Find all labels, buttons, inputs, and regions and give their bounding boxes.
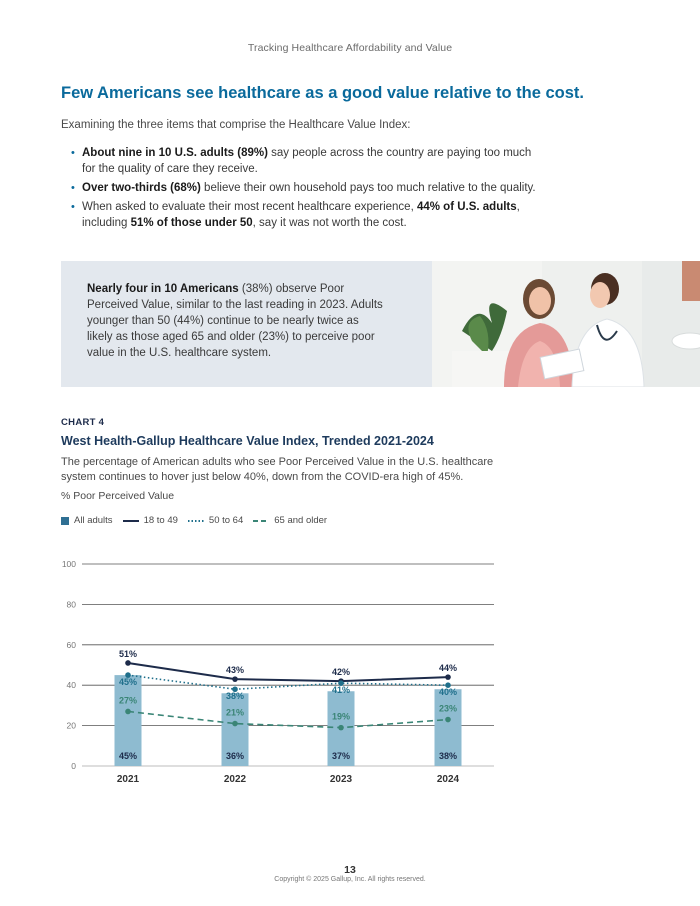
finding-item: • About nine in 10 U.S. adults (89%) say people across the country are paying too much for the quality of care they receive. bbox=[71, 145, 541, 177]
data-point bbox=[338, 725, 344, 731]
data-point bbox=[125, 660, 131, 666]
legend-item-18-to-49: 18 to 49 bbox=[123, 515, 178, 526]
bar-label: 38% bbox=[438, 751, 458, 761]
point-label: 41% bbox=[331, 685, 351, 696]
finding-item: • Over two-thirds (68%) believe their own household pays too much relative to the quality. bbox=[71, 180, 541, 196]
point-label: 42% bbox=[331, 667, 351, 678]
bar-label: 37% bbox=[331, 751, 351, 761]
data-point bbox=[445, 717, 451, 723]
point-label: 45% bbox=[118, 677, 138, 688]
point-label: 51% bbox=[118, 648, 138, 659]
series-line bbox=[128, 675, 448, 689]
bar-label: 36% bbox=[225, 751, 245, 761]
doctor-patient-photo bbox=[432, 261, 700, 387]
legend-dotted-line-icon bbox=[188, 517, 204, 525]
chart-unit-label: % Poor Perceived Value bbox=[61, 490, 175, 502]
point-label: 19% bbox=[331, 711, 351, 722]
y-tick-label: 60 bbox=[66, 639, 76, 650]
findings-list bbox=[71, 145, 541, 234]
data-point bbox=[125, 709, 131, 715]
legend-item-65-and-older: 65 and older bbox=[253, 515, 327, 526]
chart-subtitle: The percentage of American adults who see Poor Perceived Value in the U.S. healthcare system continues to hover just below 40%, down from the COVID-era high of 45%. bbox=[61, 456, 494, 483]
legend-dashed-line-icon bbox=[253, 517, 269, 525]
point-label: 44% bbox=[438, 663, 458, 674]
point-label: 23% bbox=[438, 703, 458, 714]
callout-text: Nearly four in 10 Americans (38%) observe Poor Perceived Value, similar to the last reading in 2023. Adults younger than 50 (44%) continue to be nearly twice as likely as those aged 65 and older (23%) to perceive poor value in the U.S. healthcare system. bbox=[87, 283, 383, 359]
point-label: 40% bbox=[438, 687, 458, 698]
series-line bbox=[128, 663, 448, 681]
legend-item-50-to-64: 50 to 64 bbox=[188, 515, 243, 526]
point-label: 27% bbox=[118, 695, 138, 706]
point-label: 21% bbox=[225, 707, 245, 718]
data-point bbox=[232, 676, 238, 682]
x-tick-label: 2021 bbox=[116, 774, 140, 785]
legend-solid-line-icon bbox=[123, 517, 139, 525]
copyright: Copyright © 2025 Gallup, Inc. All rights reserved. bbox=[274, 876, 426, 883]
y-tick-label: 20 bbox=[66, 720, 76, 731]
x-tick-label: 2023 bbox=[329, 774, 353, 785]
legend-swatch-bar-icon bbox=[61, 517, 69, 525]
data-point bbox=[445, 674, 451, 680]
chart-kicker: CHART 4 bbox=[61, 417, 105, 428]
y-tick-label: 0 bbox=[71, 761, 76, 771]
x-tick-label: 2024 bbox=[436, 774, 460, 785]
y-tick-label: 80 bbox=[66, 599, 76, 610]
bar-label: 45% bbox=[118, 751, 138, 761]
point-label: 38% bbox=[225, 691, 245, 702]
intro-text: Examining the three items that comprise the Healthcare Value Index: bbox=[61, 119, 411, 131]
x-tick-label: 2022 bbox=[223, 774, 247, 785]
running-head: Tracking Healthcare Affordability and Value bbox=[247, 42, 453, 54]
value-index-chart bbox=[55, 552, 505, 792]
y-tick-label: 100 bbox=[61, 559, 76, 569]
page-headline: Few Americans see healthcare as a good value relative to the cost. bbox=[61, 84, 585, 102]
page-number: 13 bbox=[344, 864, 356, 876]
legend-item-all-adults: All adults bbox=[61, 515, 113, 526]
finding-item: • When asked to evaluate their most recent healthcare experience, 44% of U.S. adults, including 51% of those under 50, say it was not worth the cost. bbox=[71, 199, 541, 231]
data-point bbox=[232, 721, 238, 727]
y-tick-label: 40 bbox=[66, 680, 76, 691]
point-label: 43% bbox=[225, 665, 245, 676]
series-line bbox=[128, 711, 448, 727]
chart-title: West Health-Gallup Healthcare Value Index, Trended 2021-2024 bbox=[61, 434, 434, 448]
chart-legend bbox=[61, 515, 337, 526]
